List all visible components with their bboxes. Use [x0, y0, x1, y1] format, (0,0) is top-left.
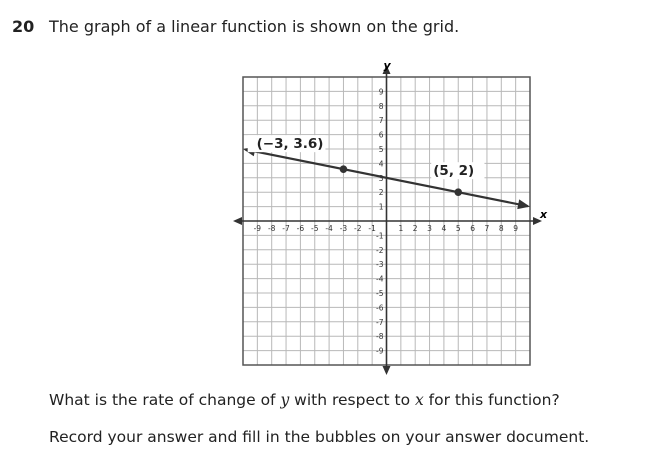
x-tick-label: -3 — [339, 224, 348, 233]
plotted-point — [340, 165, 348, 173]
y-tick-label: 8 — [378, 101, 384, 111]
y-tick-label: 9 — [378, 87, 384, 97]
x-tick-label: -4 — [325, 224, 333, 233]
point-label-right: (5, 2) — [433, 163, 475, 180]
x-tick-label: -9 — [253, 224, 262, 233]
question-number: 20 — [12, 17, 35, 36]
question-text: The graph of a linear function is shown on the grid. — [49, 17, 460, 36]
x-tick-label: -8 — [267, 224, 276, 233]
x-tick-label: -5 — [311, 224, 319, 233]
y-axis-arrow-down — [383, 366, 391, 375]
y-tick-label: -4 — [376, 274, 384, 284]
y-axis-label: y — [383, 59, 391, 72]
y-tick-label: 4 — [378, 159, 384, 169]
question-prompt — [49, 391, 560, 409]
y-tick-label: 6 — [378, 130, 384, 140]
axes — [233, 65, 542, 375]
y-tick-label: -3 — [376, 260, 384, 270]
var-y: y — [280, 391, 290, 409]
x-tick-label: 5 — [455, 224, 461, 233]
x-axis-arrow-left — [233, 217, 242, 225]
answer-instruction: Record your answer and fill in the bubbles on your answer document. — [49, 428, 590, 446]
x-tick-label: 1 — [398, 224, 404, 233]
var-x: x — [415, 391, 424, 409]
y-tick-label: 3 — [378, 173, 384, 183]
x-tick-label: -7 — [282, 224, 290, 233]
y-tick-label: -2 — [376, 245, 384, 255]
prompt-after: for this function? — [423, 391, 560, 409]
y-tick-label: 2 — [378, 188, 384, 198]
x-tick-label: -6 — [296, 224, 305, 233]
plotted-point — [454, 188, 462, 196]
y-tick-label: -9 — [376, 346, 384, 356]
y-tick-label: -6 — [376, 303, 384, 313]
y-tick-label: 7 — [378, 116, 384, 126]
plotted-points — [248, 135, 485, 196]
x-tick-label: -1 — [368, 224, 376, 233]
x-axis-label: x — [540, 208, 548, 221]
x-tick-label: 3 — [427, 224, 432, 233]
y-tick-label: -5 — [376, 289, 384, 298]
x-tick-label: 6 — [470, 224, 475, 233]
x-tick-label: 9 — [513, 224, 519, 233]
x-tick-label: 2 — [412, 224, 418, 233]
x-tick-label: 4 — [441, 224, 447, 233]
y-tick-label: 1 — [378, 202, 384, 212]
line-arrow-right — [517, 199, 530, 209]
y-tick-label: 5 — [378, 145, 384, 154]
x-tick-label: -2 — [354, 224, 362, 233]
x-tick-label: 8 — [498, 224, 504, 233]
x-tick-label: 7 — [484, 224, 490, 233]
y-tick-label: -7 — [376, 317, 384, 327]
y-tick-label: -1 — [376, 231, 384, 241]
prompt-before: What is the rate of change of — [49, 391, 281, 409]
prompt-middle: with respect to — [289, 391, 415, 409]
point-label-left: (−3, 3.6) — [256, 136, 324, 153]
y-tick-label: -8 — [376, 332, 384, 342]
